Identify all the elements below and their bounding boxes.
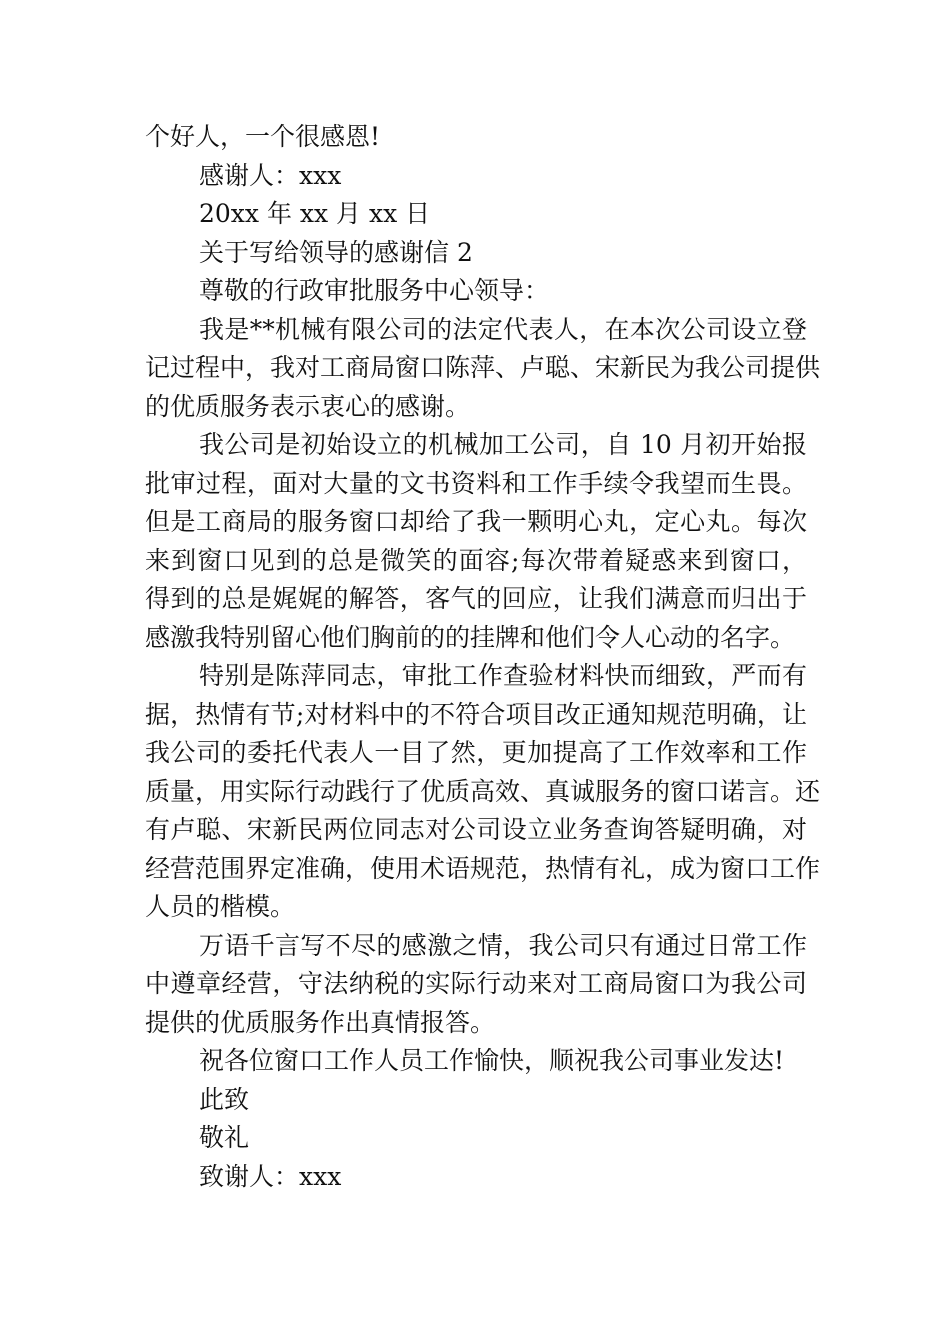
text-line: 质量，用实际行动践行了优质高效、真诚服务的窗口诺言。还 [145, 776, 821, 806]
text-line: 批审过程，面对大量的文书资料和工作手续令我望而生畏。 [145, 468, 807, 498]
text-line: 个好人，一个很感恩! [145, 122, 381, 151]
text-line: 经营范围界定准确，使用术语规范，热情有礼，成为窗口工作 [145, 853, 821, 883]
text-line: 但是工商局的服务窗口却给了我一颗明心丸，定心丸。每次 [145, 507, 807, 536]
text-line: 特别是陈萍同志，审批工作查验材料快而细致，严而有 [199, 661, 807, 690]
text-line: 我公司的委托代表人一目了然，更加提高了工作效率和工作 [145, 738, 807, 767]
document-page [145, 118, 821, 1196]
text-line: 记过程中，我对工商局窗口陈萍、卢聪、宋新民为我公司提供 [145, 353, 821, 382]
text-line: 万语千言写不尽的感激之情，我公司只有通过日常工作 [199, 930, 807, 960]
letter-title: 关于写给领导的感谢信 2 [199, 237, 473, 267]
closing-line: 敬礼 [199, 1123, 250, 1152]
text-line: 的优质服务表示衷心的感谢。 [145, 391, 471, 421]
text-line: 中遵章经营，守法纳税的实际行动来对工商局窗口为我公司 [145, 969, 807, 998]
text-line: 据，热情有节;对材料中的不符合项目改正通知规范明确，让 [145, 699, 807, 729]
salutation: 尊敬的行政审批服务中心领导： [199, 276, 550, 305]
text-line: 人员的楷模。 [145, 892, 296, 921]
text-line: 感谢人：xxx [199, 160, 342, 190]
text-line: 20xx 年 xx 月 xx 日 [199, 199, 431, 228]
text-line: 我公司是初始设立的机械加工公司，自 10 月初开始报 [199, 430, 807, 459]
closing-line: 此致 [199, 1084, 250, 1114]
text-line: 得到的总是娓娓的解答，客气的回应，让我们满意而归出于 [145, 584, 807, 613]
signature-line: 致谢人：xxx [199, 1161, 342, 1191]
text-line: 有卢聪、宋新民两位同志对公司设立业务查询答疑明确，对 [145, 815, 807, 844]
text-line: 提供的优质服务作出真情报答。 [145, 1007, 496, 1037]
text-line: 感激我特别留心他们胸前的的挂牌和他们令人心动的名字。 [145, 622, 796, 652]
text-line: 我是**机械有限公司的法定代表人，在本次公司设立登 [199, 314, 807, 344]
text-line: 祝各位窗口工作人员工作愉快，顺祝我公司事业发达! [199, 1046, 785, 1075]
text-line: 来到窗口见到的总是微笑的面容;每次带着疑惑来到窗口， [145, 545, 807, 575]
